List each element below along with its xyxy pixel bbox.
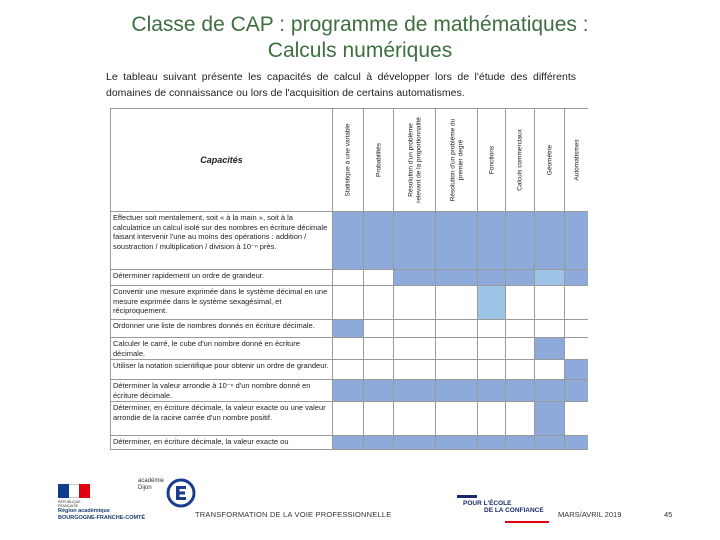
- table-row: [111, 436, 589, 450]
- capacity-text: Déterminer rapidement un ordre de grandeur.: [111, 270, 333, 286]
- table-cell-filled: [436, 436, 478, 450]
- capacity-text: Déterminer, en écriture décimale, la valeur exacte ou une valeur arrondie de la racine carrée d'un nombre positif.: [111, 402, 333, 436]
- table-cell-filled: [478, 380, 506, 402]
- table-cell-empty: [506, 338, 535, 360]
- table-cell-empty: [565, 320, 589, 338]
- table-row: [111, 286, 589, 320]
- page-number: 45: [664, 510, 673, 519]
- table-cell-empty: [333, 402, 364, 436]
- table-cell-filled: [333, 320, 364, 338]
- column-header: [506, 109, 535, 212]
- table-cell-empty: [535, 286, 565, 320]
- column-header: [478, 109, 506, 212]
- table-cell-empty: [565, 402, 589, 436]
- education-e-icon: [166, 478, 196, 508]
- slide-title-line2: Calculs numériques: [267, 39, 453, 62]
- table-cell-empty: [364, 338, 394, 360]
- table-cell-empty: [364, 320, 394, 338]
- region-academique: [58, 508, 178, 521]
- table-row: [111, 338, 589, 360]
- column-header: [394, 109, 436, 212]
- column-header-label: Fonctions: [487, 145, 495, 175]
- table-cell-empty: [506, 286, 535, 320]
- table-cell-filled: [565, 270, 589, 286]
- table-cell-filled: [333, 380, 364, 402]
- table-cell-filled: [364, 380, 394, 402]
- column-header-label: Résolution d'un problème relevant de la proportionnalité: [407, 117, 422, 203]
- confiance-line2: DE LA CONFIANCE: [484, 507, 544, 514]
- table-cell-empty: [478, 402, 506, 436]
- table-cell-empty: [436, 402, 478, 436]
- republique-label: RÉPUBLIQUE FRANÇAISE: [58, 500, 81, 508]
- table-cell-filled: [506, 212, 535, 270]
- table-cell-filled: [478, 436, 506, 450]
- table-cell-empty: [364, 286, 394, 320]
- column-header-label: Résolution d'un problème du premier degré: [449, 118, 464, 202]
- table-cell-filled: [394, 270, 436, 286]
- table-cell-filled: [333, 436, 364, 450]
- capacity-text: Effectuer soit mentalement, soit « à la main », soit à la calculatrice un calcul isolé sur des nombres en écriture décimale faisant intervenir l'une au moins des opérations : addition / soustraction / multiplication / division à 10⁻ⁿ près.: [111, 212, 333, 270]
- column-header-label: Calculs commerciaux: [516, 129, 524, 191]
- capacity-text: Convertir une mesure exprimée dans le système décimal en une mesure exprimée dans le système sexagésimal, et réciproquement.: [111, 286, 333, 320]
- region-line1: Région académique: [58, 508, 110, 514]
- table-row: [111, 360, 589, 380]
- table-cell-empty: [506, 402, 535, 436]
- table-row: [111, 380, 589, 402]
- slide-title: [0, 12, 720, 64]
- table-row: [111, 270, 589, 286]
- table-cell-filled: [506, 270, 535, 286]
- table-cell-empty: [436, 338, 478, 360]
- table-cell-filled: [333, 212, 364, 270]
- column-header: [565, 109, 589, 212]
- academie-line1: académie: [138, 478, 165, 484]
- table-cell-empty: [565, 338, 589, 360]
- table-cell-filled: [565, 212, 589, 270]
- marianne-logo: [58, 484, 90, 498]
- capacity-text: Déterminer la valeur arrondie à 10⁻ⁿ d'un nombre donné en écriture décimale.: [111, 380, 333, 402]
- table-cell-filled: [535, 402, 565, 436]
- table-cell-filled: [565, 380, 589, 402]
- ecole-confiance-logo: [457, 495, 557, 514]
- academie-label: [138, 478, 166, 492]
- capacity-text: Utiliser la notation scientifique pour obtenir un ordre de grandeur.: [111, 360, 333, 380]
- table-cell-empty: [394, 338, 436, 360]
- table-cell-empty: [565, 286, 589, 320]
- table-cell-filled: [364, 436, 394, 450]
- table-cell-empty: [394, 286, 436, 320]
- table-cell-empty: [364, 360, 394, 380]
- table-cell-filled: [535, 338, 565, 360]
- academie-line2: Dijon: [138, 485, 152, 491]
- table-cell-filled: [535, 436, 565, 450]
- table-cell-filled: [436, 380, 478, 402]
- capacites-header: Capacités: [111, 109, 333, 212]
- column-header: [436, 109, 478, 212]
- table-cell-empty: [478, 360, 506, 380]
- table-cell-empty: [535, 360, 565, 380]
- column-header: [364, 109, 394, 212]
- capacity-text: Calculer le carré, le cube d'un nombre donné en écriture décimale.: [111, 338, 333, 360]
- table-cell-filled: [535, 380, 565, 402]
- table-cell-empty: [394, 402, 436, 436]
- table-cell-filled: [436, 270, 478, 286]
- table-row: [111, 320, 589, 338]
- table-cell-empty: [364, 270, 394, 286]
- table-cell-filled: [436, 212, 478, 270]
- table-cell-empty: [333, 338, 364, 360]
- capacities-table: [110, 108, 588, 470]
- confiance-line1: POUR L'ÉCOLE: [463, 500, 512, 507]
- table-cell-filled: [565, 360, 589, 380]
- table-cell-filled: [478, 286, 506, 320]
- table-cell-empty: [436, 320, 478, 338]
- column-header-label: Statistique à une variable: [344, 123, 352, 197]
- column-header-label: Automatismes: [572, 139, 580, 181]
- column-header-label: Géométrie: [545, 144, 553, 176]
- column-header-label: Probabilités: [374, 143, 382, 177]
- table-cell-empty: [364, 402, 394, 436]
- table-cell-filled: [478, 212, 506, 270]
- column-header: [333, 109, 364, 212]
- footer-center-text: TRANSFORMATION DE LA VOIE PROFESSIONNELLE: [195, 510, 392, 519]
- table-row: [111, 212, 589, 270]
- table-cell-empty: [436, 360, 478, 380]
- table-cell-empty: [333, 360, 364, 380]
- table-cell-filled: [364, 212, 394, 270]
- capacity-text: Ordonner une liste de nombres donnés en écriture décimale.: [111, 320, 333, 338]
- table-cell-filled: [535, 212, 565, 270]
- slide-title-line1: Classe de CAP : programme de mathématiques :: [131, 13, 589, 36]
- table-cell-filled: [565, 436, 589, 450]
- table-cell-filled: [478, 270, 506, 286]
- table-cell-empty: [394, 360, 436, 380]
- capacity-text: Déterminer, en écriture décimale, la valeur exacte ou: [111, 436, 333, 450]
- table-cell-filled: [506, 380, 535, 402]
- intro-paragraph: Le tableau suivant présente les capacités de calcul à développer lors de l'étude des différents domaines de connaissance ou lors de l'acquisition de certains automatismes.: [106, 71, 576, 99]
- footer-date: MARS/AVRIL 2019: [558, 510, 622, 519]
- column-header: [535, 109, 565, 212]
- table-cell-filled: [506, 436, 535, 450]
- table-cell-empty: [394, 320, 436, 338]
- table-row: [111, 402, 589, 436]
- table-cell-empty: [506, 360, 535, 380]
- region-line2: BOURGOGNE-FRANCHE-COMTÉ: [58, 514, 146, 521]
- table-cell-empty: [333, 270, 364, 286]
- table-cell-empty: [506, 320, 535, 338]
- table-cell-empty: [436, 286, 478, 320]
- table-cell-filled: [394, 212, 436, 270]
- table-cell-empty: [478, 320, 506, 338]
- table-cell-filled: [535, 270, 565, 286]
- table-cell-filled: [394, 436, 436, 450]
- table-cell-empty: [333, 286, 364, 320]
- table-header-row: [111, 109, 589, 212]
- table-cell-filled: [394, 380, 436, 402]
- table-cell-empty: [478, 338, 506, 360]
- table-cell-empty: [535, 320, 565, 338]
